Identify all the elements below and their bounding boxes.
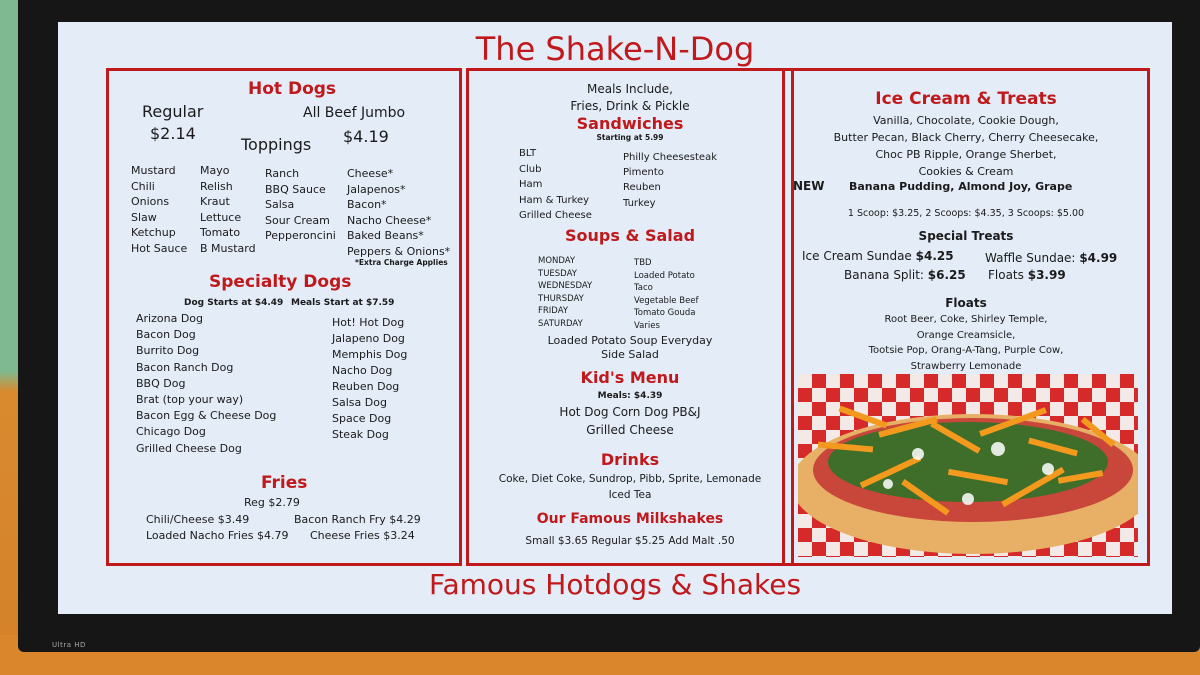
floats-label: Floats xyxy=(988,268,1024,282)
new-flavors: Banana Pudding, Almond Joy, Grape xyxy=(849,180,1073,193)
scoop-prices: 1 Scoop: $3.25, 2 Scoops: $4.35, 3 Scoops: $5.00 xyxy=(847,208,1085,219)
menu-screen xyxy=(58,22,1172,614)
sandwich-item: Pimento xyxy=(623,167,664,179)
sandwich-item: Ham & Turkey xyxy=(519,194,590,206)
topping-item: Baked Beans* xyxy=(347,229,424,242)
topping-item: Mustard xyxy=(131,164,176,177)
specialty-item: Brat (top your way) xyxy=(136,393,244,407)
specialty-item: Arizona Dog xyxy=(136,312,203,325)
sandwich-item: Philly Cheesesteak xyxy=(623,152,717,163)
flavor-line: Choc PB Ripple, Orange Sherbet, xyxy=(875,148,1057,161)
soup-items xyxy=(634,257,699,333)
soup-item: Tomato Gouda xyxy=(634,308,696,319)
milkshakes-heading: Our Famous Milkshakes xyxy=(536,511,724,527)
topping-item: Salsa xyxy=(265,198,295,211)
meals-line-1: Meals Include, xyxy=(587,82,673,96)
menu-title: The Shake-N-Dog xyxy=(475,30,755,68)
waffle-label: Waffle Sundae: xyxy=(985,251,1076,265)
floats-price: $3.99 xyxy=(1027,268,1066,282)
floats-heading: Floats xyxy=(945,296,987,310)
specialty-item: Jalapeno Dog xyxy=(332,332,405,345)
soup-item: TBD xyxy=(634,258,652,268)
waffle-price: $4.99 xyxy=(1079,251,1118,265)
specialty-col-1 xyxy=(136,311,276,457)
sandwich-item: BLT xyxy=(519,148,537,159)
kids-menu-heading: Kid's Menu xyxy=(580,368,680,387)
specialty-col-2 xyxy=(332,315,407,443)
topping-item: Slaw xyxy=(131,210,157,224)
soup-day: THURSDAY xyxy=(538,293,584,304)
new-label: NEW xyxy=(793,179,825,193)
topping-item: Onions xyxy=(131,195,170,208)
toppings-col-2 xyxy=(200,163,256,256)
soup-everyday: Loaded Potato Soup Everyday xyxy=(547,334,713,347)
topping-item: Pepperoncini xyxy=(265,229,336,242)
float-line: Orange Creamsicle, xyxy=(916,329,1016,341)
sandwich-item: Turkey xyxy=(623,197,656,209)
topping-item: Peppers & Onions* xyxy=(347,244,451,258)
topping-item: Nacho Cheese* xyxy=(347,213,432,227)
specialty-item: Bacon Ranch Dog xyxy=(136,360,234,374)
topping-item: Kraut xyxy=(200,195,230,208)
sandwiches-heading: Sandwiches xyxy=(576,114,684,133)
regular-label: Regular xyxy=(142,102,204,121)
soup-day: WEDNESDAY xyxy=(538,281,593,292)
topping-item: Mayo xyxy=(200,164,230,177)
ice-cream-flavors xyxy=(782,112,1150,180)
specialty-item: Steak Dog xyxy=(332,428,389,441)
side-salad: Side Salad xyxy=(601,348,659,361)
specialty-item: Grilled Cheese Dog xyxy=(136,441,242,455)
sandwich-item: Club xyxy=(519,163,542,175)
fries-cheese: Cheese Fries $3.24 xyxy=(310,529,415,542)
jumbo-label: All Beef Jumbo xyxy=(303,105,406,121)
sandwich-col-1 xyxy=(519,146,592,224)
fries-loaded-nacho: Loaded Nacho Fries $4.79 xyxy=(146,529,289,542)
fries-chili-cheese: Chili/Cheese $3.49 xyxy=(146,513,250,526)
specialty-item: Hot! Hot Dog xyxy=(332,316,405,329)
specialty-item: Space Dog xyxy=(332,412,392,425)
kids-grilled-cheese: Grilled Cheese xyxy=(586,423,674,437)
floats-price-item xyxy=(988,268,1066,282)
sandwich-item: Reuben xyxy=(623,182,661,194)
sundae-label: Ice Cream Sundae xyxy=(802,249,912,263)
flavor-line: Butter Pecan, Black Cherry, Cherry Cheesecake, xyxy=(833,131,1099,144)
float-line: Tootsie Pop, Orang-A-Tang, Purple Cow, xyxy=(868,345,1064,356)
specialty-dogs-heading: Specialty Dogs xyxy=(209,272,352,292)
menu-footer: Famous Hotdogs & Shakes xyxy=(428,568,802,601)
split-price: $6.25 xyxy=(927,268,966,282)
soup-item: Varies xyxy=(634,320,660,331)
floats-list xyxy=(782,312,1150,374)
specialty-item: Nacho Dog xyxy=(332,364,393,377)
specialty-item: Chicago Dog xyxy=(136,425,206,439)
topping-item: Ketchup xyxy=(131,226,176,239)
soups-heading: Soups & Salad xyxy=(564,226,696,245)
specialty-item: Bacon Dog xyxy=(136,328,196,342)
float-line: Strawberry Lemonade xyxy=(910,360,1022,372)
dog-starts-price: Dog Starts at $4.49 xyxy=(184,298,284,308)
soup-item: Vegetable Beef xyxy=(634,295,699,306)
soup-day: SATURDAY xyxy=(538,318,583,329)
ice-cream-heading: Ice Cream & Treats xyxy=(875,89,1057,109)
regular-price: $2.14 xyxy=(150,124,196,143)
fries-bacon-ranch: Bacon Ranch Fry $4.29 xyxy=(294,513,421,526)
topping-item: Hot Sauce xyxy=(131,241,188,255)
meals-line-2: Fries, Drink & Pickle xyxy=(570,99,690,113)
extra-charge-note: *Extra Charge Applies xyxy=(355,258,448,267)
soup-item: Loaded Potato xyxy=(634,270,695,281)
drinks-heading: Drinks xyxy=(600,450,660,469)
hotdog-photo xyxy=(798,374,1138,557)
topping-item: Ranch xyxy=(265,167,300,180)
toppings-label: Toppings xyxy=(241,135,312,154)
fries-heading: Fries xyxy=(261,473,308,493)
special-treats-heading: Special Treats xyxy=(918,229,1014,243)
flavor-line: Cookies & Cream xyxy=(918,165,1014,178)
toppings-col-1 xyxy=(131,163,187,256)
tv-brand: Ultra HD xyxy=(52,641,86,649)
drinks-list: Coke, Diet Coke, Sundrop, Pibb, Sprite, Lemonade xyxy=(498,473,762,485)
specialty-item: Reuben Dog xyxy=(332,380,400,393)
kids-meals-price: Meals: $4.39 xyxy=(597,391,663,401)
milkshakes-prices: Small $3.65 Regular $5.25 Add Malt .50 xyxy=(525,535,735,547)
soup-day: TUESDAY xyxy=(538,268,577,279)
fries-reg: Reg $2.79 xyxy=(244,496,300,509)
jumbo-price: $4.19 xyxy=(343,127,389,146)
sandwich-col-2 xyxy=(623,150,717,211)
specialty-item: Burrito Dog xyxy=(136,344,200,358)
topping-item: Relish xyxy=(200,179,233,193)
split-label: Banana Split: xyxy=(844,268,924,282)
specialty-item: Memphis Dog xyxy=(332,348,408,361)
sandwiches-starting: Starting at 5.99 xyxy=(596,133,664,142)
soup-item: Taco xyxy=(634,283,653,294)
sandwich-item: Ham xyxy=(519,179,543,190)
topping-item: Cheese* xyxy=(347,167,394,180)
topping-item: Jalapenos* xyxy=(347,182,406,196)
topping-item: Chili xyxy=(131,179,155,193)
float-line: Root Beer, Coke, Shirley Temple, xyxy=(884,314,1048,325)
hotdog-image xyxy=(798,374,1138,557)
hot-dogs-heading: Hot Dogs xyxy=(248,79,337,99)
topping-item: Sour Cream xyxy=(265,213,330,227)
meals-include xyxy=(466,81,794,115)
flavor-line: Vanilla, Chocolate, Cookie Dough, xyxy=(873,114,1059,127)
banana-split-item xyxy=(844,268,966,282)
waffle-item xyxy=(985,251,1117,265)
specialty-item: Bacon Egg & Cheese Dog xyxy=(136,409,277,423)
specialty-item: BBQ Dog xyxy=(136,376,186,390)
topping-item: BBQ Sauce xyxy=(265,182,326,196)
sundae-item xyxy=(802,249,954,263)
soup-day: FRIDAY xyxy=(538,306,569,317)
soup-day: MONDAY xyxy=(538,256,576,266)
toppings-col-3 xyxy=(265,166,336,244)
topping-item: Tomato xyxy=(200,226,241,239)
kids-items: Hot Dog Corn Dog PB&J xyxy=(559,405,701,419)
specialty-item: Salsa Dog xyxy=(332,396,387,409)
topping-item: Bacon* xyxy=(347,198,387,211)
sandwich-item: Grilled Cheese xyxy=(519,210,592,221)
soup-days xyxy=(538,255,592,331)
drinks-tea: Iced Tea xyxy=(608,489,652,501)
sundae-price: $4.25 xyxy=(915,249,954,263)
toppings-col-4 xyxy=(347,166,450,259)
topping-item: B Mustard xyxy=(200,241,256,255)
meals-start-price: Meals Start at $7.59 xyxy=(291,298,395,308)
topping-item: Lettuce xyxy=(200,210,242,224)
